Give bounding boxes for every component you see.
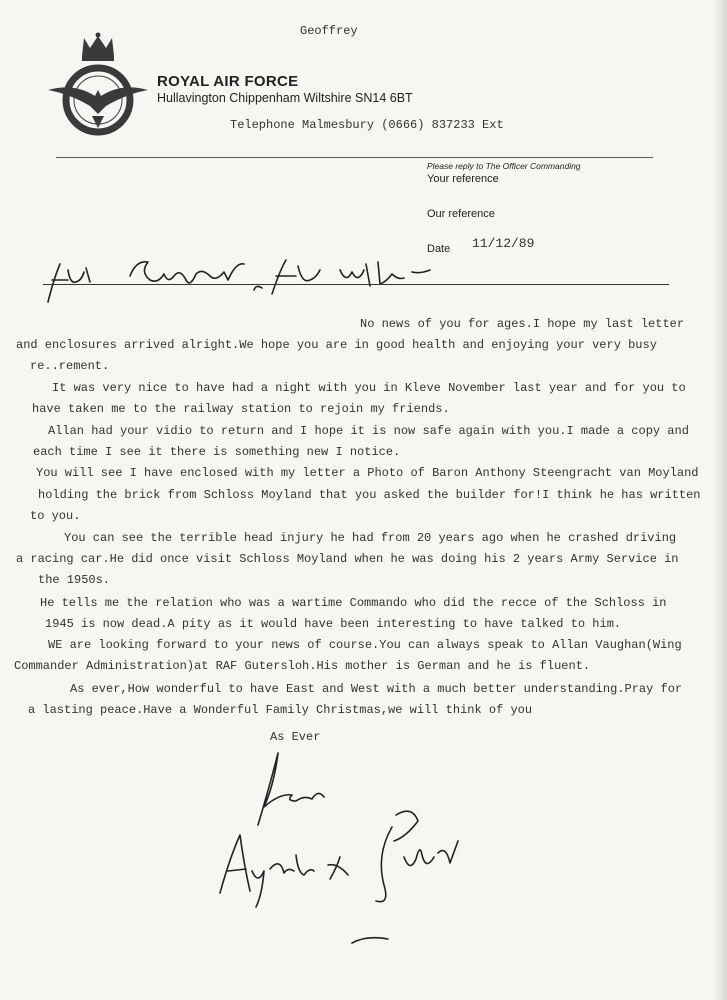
raf-crest-icon: [46, 32, 150, 144]
handwritten-salutation: [40, 250, 440, 310]
body-line: 1945 is now dead.A pity as it would have been interesting to have talked to him.: [45, 617, 622, 631]
body-line: No news of you for ages.I hope my last letter: [360, 317, 685, 331]
page-edge-shadow: [713, 0, 727, 1000]
body-line: It was very nice to have had a night with you in Kleve November last year and for you to: [52, 381, 686, 395]
body-line: Commander Administration)at RAF Gutersloh.His mother is German and he is fluent.: [14, 659, 591, 673]
top-name: Geoffrey: [300, 24, 358, 38]
body-line: As ever,How wonderful to have East and West with a much better understanding.Pray for: [70, 682, 683, 696]
salutation-rule: [43, 284, 669, 285]
body-line: and enclosures arrived alright.We hope you are in good health and enjoying your very busy: [16, 338, 657, 352]
body-line: each time I see it there is something new I notice.: [33, 445, 401, 459]
your-reference-label: Your reference: [427, 173, 499, 185]
telephone-line: Telephone Malmesbury (0666) 837233 Ext: [230, 118, 504, 132]
body-line: to you.: [30, 509, 81, 523]
date-label: Date: [427, 243, 451, 255]
org-address: Hullavington Chippenham Wiltshire SN14 6BT: [157, 91, 413, 105]
body-line: You can see the terrible head injury he had from 20 years ago when he crashed driving: [64, 531, 677, 545]
body-line: You will see I have enclosed with my letter a Photo of Baron Anthony Steengracht van Moyland: [36, 466, 699, 480]
closing: As Ever: [270, 730, 321, 744]
header-rule: [56, 157, 653, 158]
body-line: the 1950s.: [38, 573, 111, 587]
date-value: 11/12/89: [472, 236, 535, 251]
body-line: WE are looking forward to your news of course.You can always speak to Allan Vaughan(Wing: [48, 638, 682, 652]
our-reference-label: Our reference: [427, 208, 495, 220]
org-name: ROYAL AIR FORCE: [157, 73, 299, 90]
body-line: Allan had your vidio to return and I hope it is now safe again with you.I made a copy and: [48, 424, 689, 438]
body-line: holding the brick from Schloss Moyland that you asked the builder for!I think he has written: [38, 488, 701, 502]
body-line: re..rement.: [30, 359, 110, 373]
body-line: He tells me the relation who was a wartime Commando who did the recce of the Schloss in: [40, 596, 667, 610]
body-line: have taken me to the railway station to rejoin my friends.: [32, 402, 450, 416]
body-line: a racing car.He did once visit Schloss Moyland when he was doing his 2 years Army Service in: [16, 552, 679, 566]
handwritten-signature: [200, 745, 500, 955]
body-line: a lasting peace.Have a Wonderful Family Christmas,we will think of you: [28, 703, 533, 717]
reply-note: Please reply to The Officer Commanding: [427, 161, 581, 171]
